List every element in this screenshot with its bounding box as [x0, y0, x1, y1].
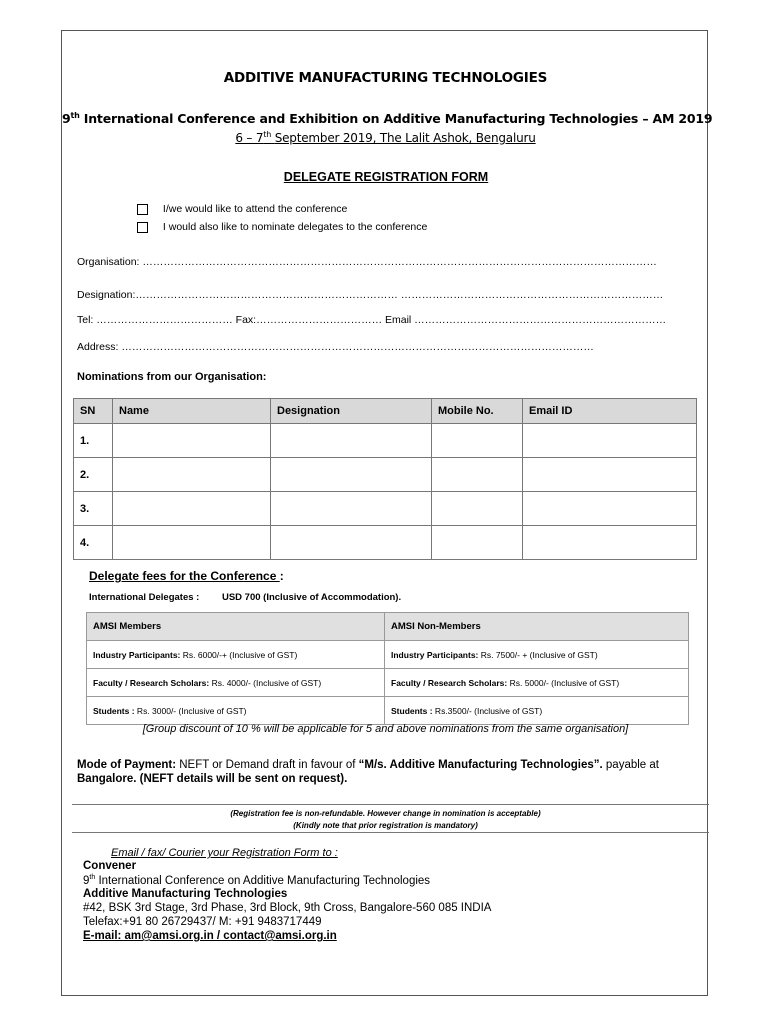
fee-amount: Rs. 4000/- (Inclusive of GST) [209, 677, 322, 688]
address-field[interactable]: Address: ……………………………………………………………………………………………………………………… [77, 341, 594, 353]
fee-category: Students : [93, 705, 135, 716]
fee-amount: Rs.3500/- (Inclusive of GST) [432, 705, 543, 716]
mobile-cell[interactable] [432, 526, 523, 560]
fees-heading [89, 569, 284, 583]
attend-checkbox[interactable] [137, 204, 148, 215]
designation-cell[interactable] [271, 492, 432, 526]
nominations-table [73, 398, 697, 560]
convener-org: Additive Manufacturing Technologies [83, 888, 288, 900]
date-venue: September 2019, The Lalit Ashok, Bengaluru [274, 131, 536, 145]
fee-amount: Rs. 5000/- (Inclusive of GST) [507, 677, 620, 688]
intl-label: International Delegates : [89, 592, 200, 603]
row-number: 4. [74, 526, 113, 560]
fees-table [86, 612, 689, 725]
col-mobile: Mobile No. [432, 399, 523, 424]
tel-fax-email-field[interactable]: Tel: ………………………………… Fax:……………………………… Email ……………………………………………………………… [77, 314, 667, 326]
payment-payee: “M/s. Additive Manufacturing Technologies”. [358, 759, 603, 771]
fee-row [87, 641, 689, 669]
fee-category: Faculty / Research Scholars: [391, 677, 508, 688]
nominate-checkbox[interactable] [137, 222, 148, 233]
table-row [74, 458, 697, 492]
convener-label: Convener [83, 860, 137, 872]
fee-category: Industry Participants: [93, 649, 181, 660]
email-cell[interactable] [523, 526, 697, 560]
fee-amount: Rs. 6000/-+ (Inclusive of GST) [180, 649, 298, 660]
divider [72, 832, 709, 833]
col-amsi-non-members: AMSI Non-Members [385, 613, 689, 641]
form-title: DELEGATE REGISTRATION FORM [283, 170, 489, 184]
col-name: Name [113, 399, 271, 424]
fees-heading-text: Delegate fees for the Conference [89, 569, 280, 583]
conference-date-venue [62, 130, 709, 145]
fee-category: Industry Participants: [391, 649, 479, 660]
nominations-heading: Nominations from our Organisation: [77, 371, 267, 383]
col-sn: SN [74, 399, 113, 424]
fee-category: Students : [391, 705, 433, 716]
email-cell[interactable] [523, 492, 697, 526]
payment-label: Mode of Payment: [77, 759, 177, 771]
conference-name: International Conference and Exhibition on Additive Manufacturing Technologies – AM 2019 [83, 111, 713, 127]
edition-number: 9 [62, 111, 71, 127]
name-cell[interactable] [113, 424, 271, 458]
divider [72, 804, 709, 805]
group-discount-note: [Group discount of 10 % will be applicable for 5 and above nominations from the same organisation] [142, 723, 629, 735]
page-title: ADDITIVE MANUFACTURING TECHNOLOGIES [223, 70, 548, 86]
payment-text-2: payable at [602, 759, 659, 771]
member-fee [87, 641, 385, 669]
email-cell[interactable] [523, 458, 697, 492]
payment-text: NEFT or Demand draft in favour of [176, 759, 359, 771]
row-number: 2. [74, 458, 113, 492]
fee-amount: Rs. 7500/- + (Inclusive of GST) [478, 649, 598, 660]
fee-row [87, 697, 689, 725]
non-member-fee [385, 669, 689, 697]
table-row [74, 424, 697, 458]
non-member-fee [385, 641, 689, 669]
fee-amount: Rs. 3000/- (Inclusive of GST) [134, 705, 247, 716]
payment-line-2: Bangalore. (NEFT details will be sent on request). [77, 773, 348, 785]
fee-category: Faculty / Research Scholars: [93, 677, 210, 688]
attend-label: I/we would like to attend the conference [162, 203, 348, 215]
member-fee [87, 697, 385, 725]
international-delegates [89, 592, 401, 603]
mobile-cell[interactable] [432, 492, 523, 526]
table-header-row [74, 399, 697, 424]
organisation-field[interactable]: Organisation: ………………………………………………………………………………………………………………………………… [77, 256, 657, 268]
row-number: 3. [74, 492, 113, 526]
designation-cell[interactable] [271, 526, 432, 560]
col-email: Email ID [523, 399, 697, 424]
convener-address: #42, BSK 3rd Stage, 3rd Phase, 3rd Block, 9th Cross, Bangalore-560 085 INDIA [83, 902, 492, 914]
name-cell[interactable] [113, 526, 271, 560]
conf-name: International Conference on Additive Manufacturing Technologies [95, 874, 431, 887]
fees-heading-colon: : [279, 569, 284, 583]
col-amsi-members: AMSI Members [87, 613, 385, 641]
table-row [74, 492, 697, 526]
conf-suffix: th [89, 874, 96, 881]
date-suffix: th [263, 130, 272, 139]
attend-option[interactable] [137, 203, 347, 215]
col-designation: Designation [271, 399, 432, 424]
non-member-fee [385, 697, 689, 725]
member-fee [87, 669, 385, 697]
name-cell[interactable] [113, 458, 271, 492]
fee-row [87, 669, 689, 697]
mandatory-note: (Kindly note that prior registration is mandatory) [293, 821, 478, 830]
designation-field[interactable]: Designation:………………………………………………………………… ………………………………………………………………… [77, 289, 664, 301]
name-cell[interactable] [113, 492, 271, 526]
intl-value: USD 700 (Inclusive of Accommodation). [221, 592, 402, 603]
mobile-cell[interactable] [432, 458, 523, 492]
table-row [74, 526, 697, 560]
convener-email-link[interactable]: E-mail: am@amsi.org.in / contact@amsi.org.in [83, 930, 337, 942]
date-range: 6 – 7 [235, 131, 264, 145]
row-number: 1. [74, 424, 113, 458]
mobile-cell[interactable] [432, 424, 523, 458]
conference-title [62, 111, 713, 127]
designation-cell[interactable] [271, 458, 432, 492]
convener-conference [83, 874, 430, 887]
payment-line-1 [77, 759, 659, 771]
registration-form-page [61, 30, 713, 996]
email-cell[interactable] [523, 424, 697, 458]
send-to-heading: Email / fax/ Courier your Registration Form to : [111, 847, 338, 859]
refund-note: (Registration fee is non-refundable. However change in nomination is acceptable) [230, 809, 541, 818]
conf-number: 9 [83, 874, 90, 887]
designation-cell[interactable] [271, 424, 432, 458]
nominate-label: I would also like to nominate delegates to the conference [162, 221, 428, 233]
edition-suffix: th [70, 111, 80, 120]
fees-header-row [87, 613, 689, 641]
convener-phone: Telefax:+91 80 26729437/ M: +91 9483717449 [83, 916, 322, 928]
nominate-option[interactable] [137, 221, 427, 233]
